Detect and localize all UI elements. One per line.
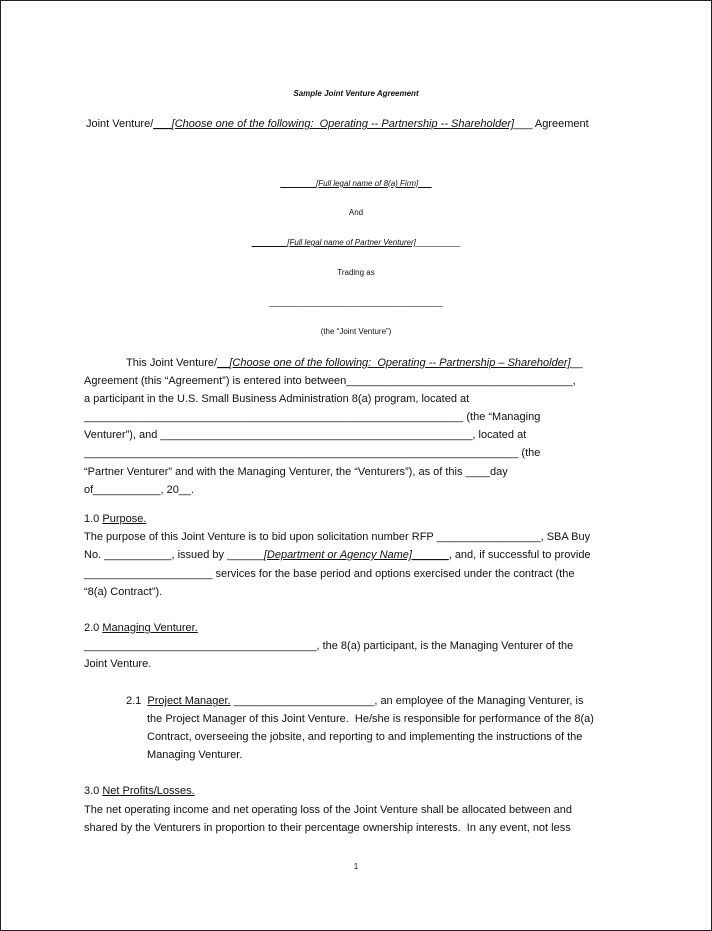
section-2-title: Managing Venturer. <box>102 622 198 634</box>
agreement-type-blank-right: ___ <box>514 118 533 130</box>
section-1-number: 1.0 <box>84 513 103 525</box>
partner-name-line <box>0 236 712 250</box>
section-2-1-line-4: Managing Venturer. <box>147 749 243 761</box>
section-2-number: 2.0 <box>84 622 103 634</box>
firm-name-blank-right: ___ <box>418 179 432 188</box>
section-1-provide: , and, if successful to provide <box>448 549 591 561</box>
section-2-1-line-2: the Project Manager of this Joint Venture. He/she is responsible for performance of the 8(a) <box>147 713 594 725</box>
agency-name-placeholder: [Department or Agency Name] <box>263 549 412 561</box>
intro-line-4: ______________________________________________________________ (the “Managing <box>84 411 541 423</box>
intro-type-choice: [Choose one of the following: Operating -- Partnership – Shareholder] <box>229 357 571 369</box>
section-1-title: Purpose. <box>102 513 147 525</box>
intro-blank-right: __ <box>570 357 583 369</box>
page-number: 1 <box>353 862 359 871</box>
intro-line-5: Venturer”), and ___________________________________________________, located at <box>84 429 527 441</box>
section-3-title: Net Profits/Losses. <box>102 785 195 797</box>
document-title: Sample Joint Venture Agreement <box>293 89 419 98</box>
section-2-1-line-3: Contract, overseeing the jobsite, and reporting to and implementing the instructions of the <box>147 731 583 743</box>
agency-blank-left: ______ <box>227 549 264 561</box>
section-2-line-1: ______________________________________, the 8(a) participant, is the Managing Venturer of the <box>84 640 574 652</box>
firm-name-placeholder: [Full legal name of 8(a) Firm] <box>315 179 419 188</box>
agreement-type-line <box>86 117 589 131</box>
partner-name-blank-right: __________ <box>415 238 461 247</box>
intro-line-1 <box>126 356 583 370</box>
section-3-line-2: shared by the Venturers in proportion to their percentage ownership interests. In any event, not less <box>84 822 571 834</box>
section-2-line-2: Joint Venture. <box>84 658 152 670</box>
firm-name-blank-left: ________ <box>280 179 316 188</box>
trading-as-label: Trading as <box>337 268 375 277</box>
partner-name-blank-left: ________ <box>251 238 288 247</box>
section-1-line-2 <box>84 548 591 562</box>
section-1-line-1: The purpose of this Joint Venture is to bid upon solicitation number RFP _________________, SBA Buy <box>84 531 591 543</box>
intro-line-3: a participant in the U.S. Small Business Administration 8(a) program, located at <box>84 393 470 405</box>
and-label: And <box>348 208 364 217</box>
section-1-heading <box>84 512 146 526</box>
agency-blank-right: ______ <box>411 549 449 561</box>
partner-name-placeholder: [Full legal name of Partner Venturer] <box>287 238 416 247</box>
section-2-heading <box>84 621 198 635</box>
section-3-heading <box>84 784 195 798</box>
section-3-number: 3.0 <box>84 785 103 797</box>
firm-name-line <box>0 177 712 191</box>
section-2-1-title: Project Manager. <box>147 695 231 707</box>
section-1-line-3: _____________________ services for the base period and options exercised under the contract (the <box>84 568 575 580</box>
section-2-1-number: 2.1 <box>126 695 148 707</box>
section-3-line-1: The net operating income and net operating loss of the Joint Venture shall be allocated between and <box>84 804 573 816</box>
section-2-1-rest: _______________________, an employee of the Managing Venturer, is <box>230 695 584 707</box>
intro-line-2: Agreement (this “Agreement”) is entered into between_____________________________________, <box>84 375 576 387</box>
agreement-type-prefix: Joint Venture/ <box>86 118 154 130</box>
agreement-type-choice: [Choose one of the following: Operating -- Partnership -- Shareholder] <box>171 118 515 130</box>
trading-as-blank: _______________________________________ <box>269 298 443 307</box>
agreement-type-blank-left: ___ <box>153 118 172 130</box>
agreement-type-suffix: Agreement <box>532 118 589 130</box>
intro-blank-left: __ <box>217 357 230 369</box>
intro-line-8: of___________, 20__. <box>84 484 195 496</box>
section-1-line-4: “8(a) Contract”). <box>84 586 163 598</box>
joint-venture-definition: (the “Joint Venture”) <box>320 327 392 336</box>
intro-line-6: _______________________________________________________________________ (the <box>84 447 541 459</box>
section-1-buy-no: No. ___________, issued by <box>84 549 228 561</box>
intro-prefix: This Joint Venture/ <box>126 357 218 369</box>
section-2-1-line-1 <box>126 694 583 708</box>
intro-line-7: “Partner Venturer” and with the Managing Venturer, the “Venturers”), as of this ____day <box>84 466 508 478</box>
